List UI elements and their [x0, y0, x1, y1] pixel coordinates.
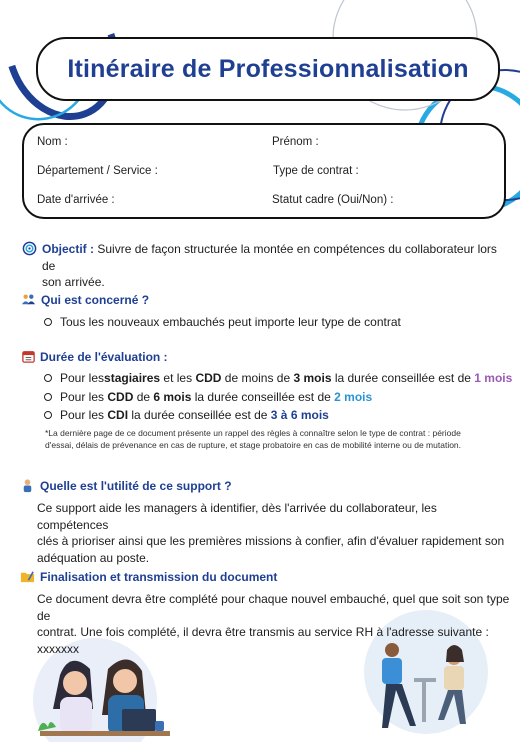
- illustration-meeting: [368, 620, 488, 740]
- identity-form: [22, 123, 506, 219]
- text-fragment: la durée conseillée est de: [191, 390, 335, 404]
- paragraph-line: adéquation au poste.: [37, 550, 150, 565]
- field-nom[interactable]: Nom :: [37, 136, 68, 148]
- target-icon: [22, 241, 37, 256]
- people-icon: [21, 292, 36, 307]
- bullet-circle: [44, 374, 52, 382]
- text-strong: 3 mois: [293, 371, 332, 385]
- concerne-item-text: Tous les nouveaux embauchés peut importe leur type de contrat: [60, 315, 401, 329]
- objectif-paragraph: [42, 241, 502, 291]
- objectif-text-line2: son arrivée.: [42, 275, 105, 289]
- calendar-icon: [21, 349, 36, 364]
- text-fragment: la durée conseillée est de: [331, 371, 475, 385]
- text-fragment: la durée conseillée est de: [128, 408, 271, 422]
- duree-item-cdd: [44, 390, 372, 404]
- bullet-circle: [44, 318, 52, 326]
- field-statut[interactable]: Statut cadre (Oui/Non) :: [272, 194, 394, 206]
- page-title: Itinéraire de Professionnalisation: [67, 54, 469, 83]
- text-strong: CDD: [107, 390, 134, 404]
- duree-heading: Durée de l'évaluation :: [40, 350, 168, 364]
- concerne-item: [44, 315, 401, 329]
- paragraph-line: clés à prioriser ainsi que les premières missions à confier, afin d'évaluer rapidement son: [37, 534, 505, 548]
- note-line: *La dernière page de ce document présente un rappel des règles à connaître selon le type de contrat : période: [45, 428, 461, 438]
- duration-value: 1 mois: [474, 371, 513, 385]
- folder-pencil-icon: [20, 569, 35, 584]
- text-strong: CDI: [107, 408, 129, 422]
- text-fragment: de: [133, 390, 154, 404]
- objectif-text-line1: Suivre de façon structurée la montée en compétences du collaborateur lors de: [42, 242, 497, 273]
- objectif-label: Objectif :: [42, 242, 95, 256]
- duree-note: [45, 427, 515, 451]
- text-fragment: Pour les: [60, 408, 108, 422]
- person-icon: [20, 478, 35, 493]
- text-fragment: Pour les: [60, 371, 105, 385]
- illustration-women-laptop: [30, 645, 180, 742]
- field-departement[interactable]: Département / Service :: [37, 165, 158, 177]
- text-strong: 6 mois: [153, 390, 192, 404]
- utilite-paragraph: [37, 500, 507, 566]
- duree-item-stagiaires: [44, 371, 512, 385]
- paragraph-line: Ce support aide les managers à identifier, dès l'arrivée du collaborateur, les compétences: [37, 501, 437, 532]
- field-contrat[interactable]: Type de contrat :: [273, 165, 359, 177]
- text-fragment: de moins de: [221, 371, 294, 385]
- field-prenom[interactable]: Prénom :: [272, 136, 319, 148]
- text-fragment: Pour les: [60, 390, 108, 404]
- bullet-circle: [44, 411, 52, 419]
- text-fragment: et les: [160, 371, 196, 385]
- duration-value: 2 mois: [334, 390, 373, 404]
- concerne-heading: Qui est concerné ?: [41, 293, 150, 307]
- utilite-heading: Quelle est l'utilité de ce support ?: [40, 479, 232, 493]
- title-banner: [36, 37, 500, 101]
- paragraph-line: contrat. Une fois complété, il devra être transmis au service RH à l'adresse suivante : xxxxxxx: [37, 625, 489, 656]
- text-strong: stagiaires: [104, 371, 161, 385]
- bullet-circle: [44, 393, 52, 401]
- text-strong: CDD: [195, 371, 222, 385]
- note-line: d'essai, délais de prévenance en cas de rupture, et stage probatoire en cas de mobilité interne ou de mutation.: [45, 440, 462, 450]
- duration-value: 3 à 6 mois: [270, 408, 329, 422]
- paragraph-line: Ce document devra être complété pour chaque nouvel embauché, quel que soit son type de: [37, 592, 510, 623]
- field-arrivee[interactable]: Date d'arrivée :: [37, 194, 115, 206]
- duree-item-cdi: [44, 408, 329, 422]
- finalisation-heading: Finalisation et transmission du document: [40, 570, 278, 584]
